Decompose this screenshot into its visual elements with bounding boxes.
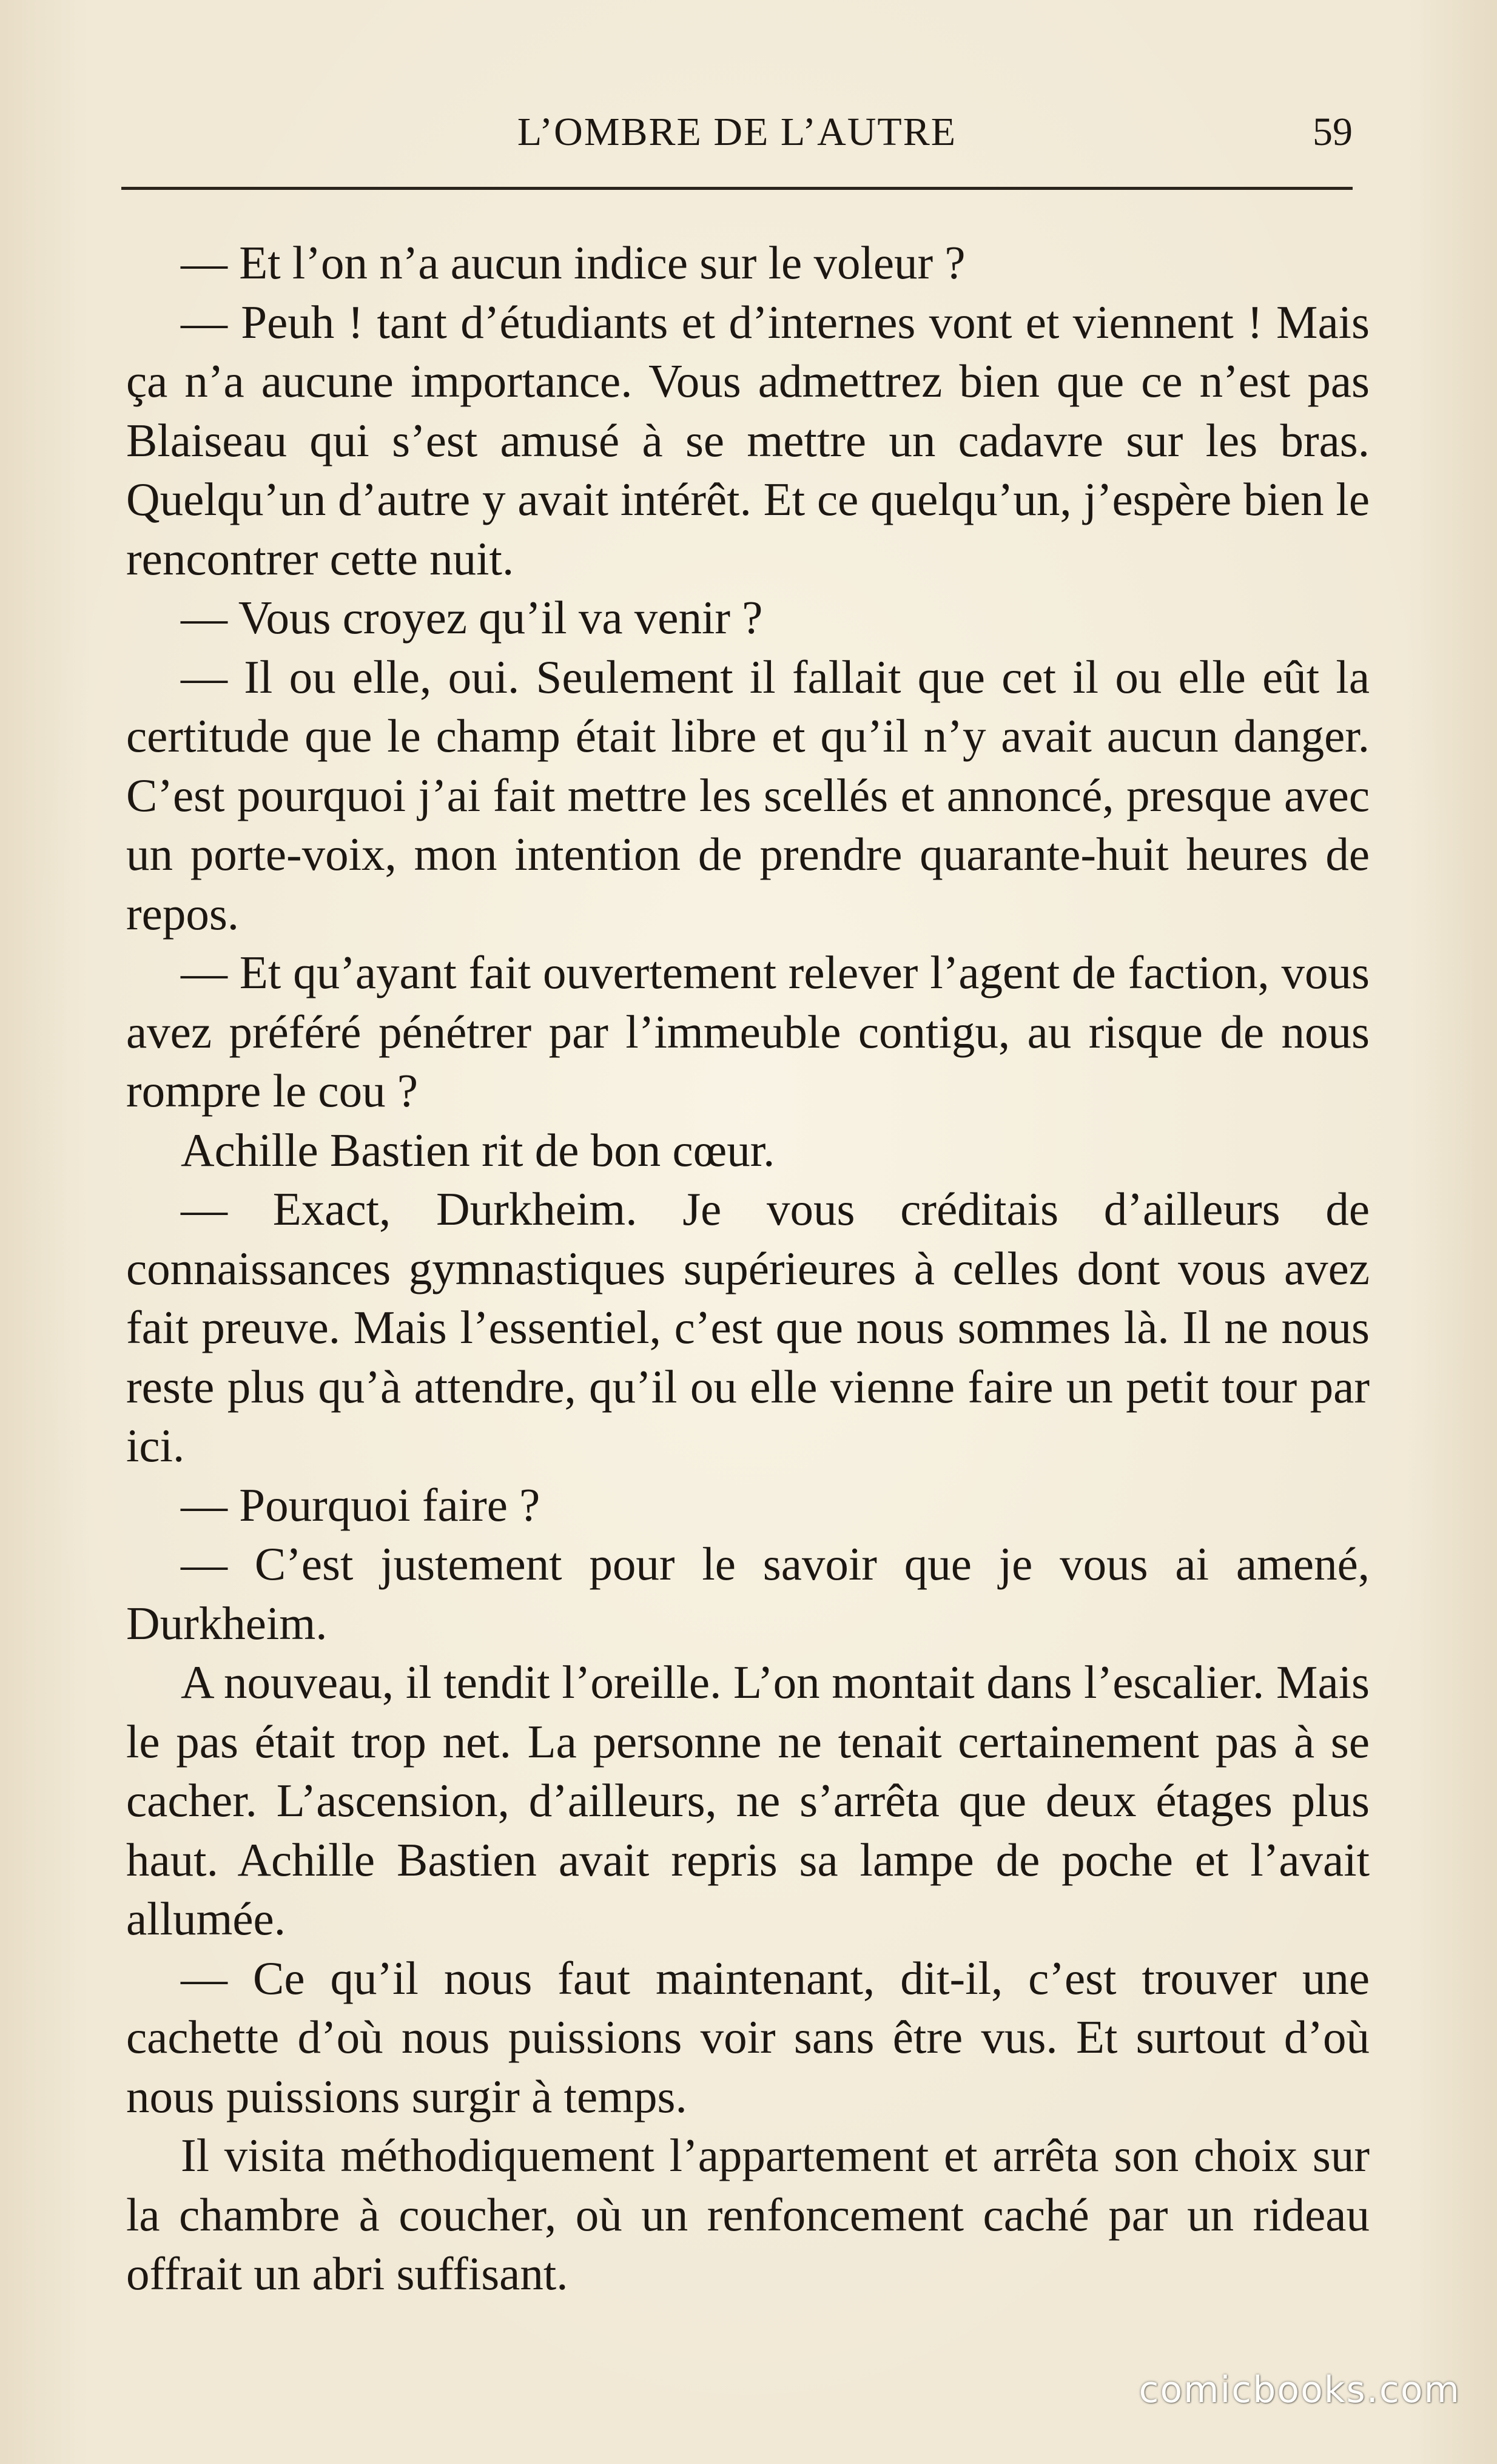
paragraph: Achille Bastien rit de bon cœur. [181,1123,775,1176]
paragraph: — Ce qu’il nous faut maintenant, dit-il, c’est trouver une cachette d’où nous puissions voir sans être vus. Et surtout d’où nous puissions surgir à temps. [126,1951,1370,2122]
paragraph: — C’est justement pour le savoir que je vous ai amené, Durkheim. [126,1538,1370,1649]
paragraph: Il visita méthodiquement l’appartement et arrêta son choix sur la chambre à coucher, où un renfoncement caché par un rideau offrait un abri suffisant. [126,2129,1370,2300]
chapter-title: L’OMBRE DE L’AUTRE [517,110,957,154]
watermark: comicbooks.com [1139,2369,1461,2411]
paragraph: — Exact, Durkheim. Je vous créditais d’ailleurs de connaissances gymnastiques supérieures à celles dont vous avez fait preuve. Mais l’essentiel, c’est que nous sommes là. Il ne nous reste plus qu’à attendre, qu’il ou elle vienne faire un petit tour par ici. [126,1183,1370,1472]
page-number: 59 [1313,110,1353,154]
header-divider [121,187,1353,190]
paragraph: — Il ou elle, oui. Seulement il fallait que cet il ou elle eût la certitude que le champ était libre et qu’il n’y avait aucun danger. C’est pourquoi j’ai fait mettre les scellés et annoncé, presque avec un porte-voix, mon intention de prendre quarante-huit heures de repos. [126,650,1370,940]
paragraph: — Pourquoi faire ? [181,1478,540,1531]
paragraph: — Peuh ! tant d’étudiants et d’internes vont et viennent ! Mais ça n’a aucune importance. Vous admettrez bien que ce n’est pas Blaiseau qui s’est amusé à se mettre un cadavre sur les bras. Quelqu’un d’autre y avait intérêt. Et ce quelqu’un, j’espère bien le rencontrer cette nuit. [126,295,1370,585]
paragraph: — Vous croyez qu’il va venir ? [181,591,763,644]
paragraph: — Et qu’ayant fait ouvertement relever l’agent de faction, vous avez préféré pénétrer par l’immeuble contigu, au risque de nous rompre le cou ? [126,946,1370,1117]
running-header [121,103,1353,170]
paragraph: A nouveau, il tendit l’oreille. L’on montait dans l’escalier. Mais le pas était trop net. La personne ne tenait certainement pas à se cacher. L’ascension, d’ailleurs, ne s’arrêta que deux étages plus haut. Achille Bastien avait repris sa lampe de poche et l’avait allumée. [126,1656,1370,1945]
body-text [126,234,1370,2304]
paragraph: — Et l’on n’a aucun indice sur le voleur ? [181,237,966,289]
